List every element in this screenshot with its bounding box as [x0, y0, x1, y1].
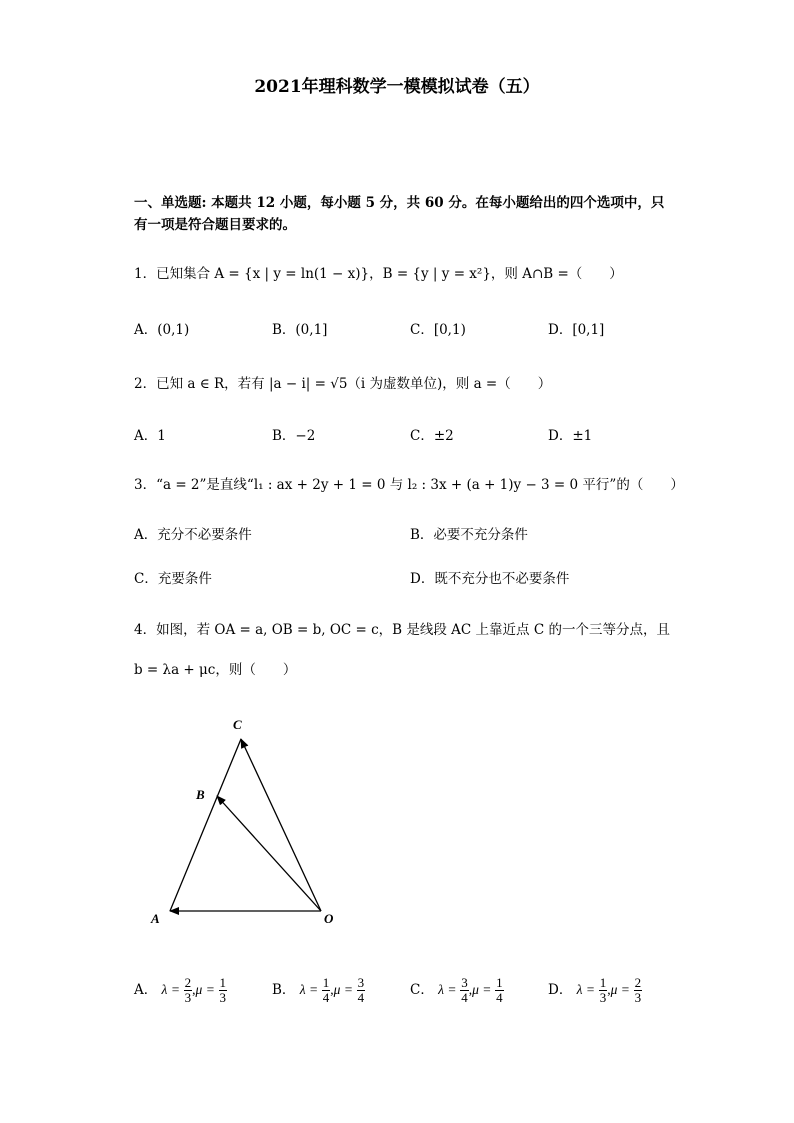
lambda-numerator: 2: [184, 975, 192, 990]
mu-denominator: 4: [357, 990, 365, 1005]
q1-option-b: B．(0,1]: [272, 322, 328, 338]
mu-denominator: 3: [634, 990, 642, 1005]
question-2-stem: 2．已知 a ∈ R，若有 |a − i| = √5（i 为虚数单位)，则 a =（ ）: [134, 376, 552, 392]
question-4-stem-line2: b = λa + μc，则（ ）: [134, 662, 297, 678]
lambda-numerator: 3: [461, 975, 468, 990]
triangle-vector-figure: [140, 712, 360, 937]
option-letter: D．: [548, 982, 573, 998]
mu-numerator: 1: [496, 975, 503, 990]
vector-ob: [217, 796, 321, 911]
q3-option-d: D．既不充分也不必要条件: [410, 571, 570, 587]
lambda-denominator: 3: [599, 990, 607, 1005]
q3-option-c: C．充要条件: [134, 571, 212, 587]
section-header-line1: 一、单选题: 本题共 12 小题，每小题 5 分，共 60 分。在每小题给出的四个选项中，只: [134, 195, 665, 211]
segment-ac: [170, 739, 241, 911]
q1-option-d: D．[0,1]: [548, 322, 605, 338]
q2-option-a: A．1: [134, 428, 166, 444]
lambda-denominator: 3: [184, 990, 192, 1005]
vector-oc: [241, 739, 321, 911]
q2-option-d: D．±1: [548, 428, 593, 444]
q1-option-c: C．[0,1): [410, 322, 466, 338]
q3-option-a: A．充分不必要条件: [134, 527, 252, 543]
question-3-stem: 3．“a = 2”是直线“l₁ : ax + 2y + 1 = 0 与 l₂ : 3x + (a + 1)y − 3 = 0 平行”的（ ）: [134, 477, 684, 493]
lambda-numerator: 1: [322, 975, 330, 990]
question-1-stem: 1．已知集合 A = {x | y = ln(1 − x)}，B = {y | y = x²}，则 A∩B =（ ）: [134, 266, 623, 282]
q2-option-b: B．−2: [272, 428, 316, 444]
q3-option-b: B．必要不充分条件: [410, 527, 528, 543]
option-letter: C．: [410, 982, 434, 998]
q4-option-b: B． λ = $\frac{1}{4}$ ,μ = $\frac{3}{4}$: [272, 975, 365, 1005]
q4-option-c: C． λ = $\frac{3}{4}$ ,μ = $\frac{1}{4}$: [410, 975, 503, 1005]
mu-denominator: 4: [496, 990, 503, 1005]
option-letter: A．: [134, 982, 158, 998]
q1-option-a: A．(0,1): [134, 322, 190, 338]
q4-option-a: A． λ = $\frac{2}{3}$ ,μ = $\frac{1}{3}$: [134, 975, 226, 1005]
label-c: C: [233, 717, 242, 732]
lambda-denominator: 4: [322, 990, 330, 1005]
page-title: 2021年理科数学一模模拟试卷（五）: [254, 77, 540, 97]
label-a: A: [151, 911, 160, 926]
mu-numerator: 3: [357, 975, 365, 990]
label-b: B: [196, 787, 205, 802]
mu-numerator: 1: [219, 975, 226, 990]
mu-numerator: 2: [634, 975, 642, 990]
q4-option-d: D． λ = $\frac{1}{3}$ ,μ = $\frac{2}{3}$: [548, 975, 642, 1005]
q2-option-c: C．±2: [410, 428, 454, 444]
mu-denominator: 3: [219, 990, 226, 1005]
section-header-line2: 有一项是符合题目要求的。: [134, 217, 296, 233]
lambda-denominator: 4: [461, 990, 468, 1005]
lambda-numerator: 1: [599, 975, 607, 990]
option-letter: B．: [272, 982, 296, 998]
question-4-stem-line1: 4．如图，若 OA = a, OB = b, OC = c，B 是线段 AC 上靠近点 C 的一个三等分点，且: [134, 622, 670, 638]
label-o: O: [324, 911, 334, 926]
